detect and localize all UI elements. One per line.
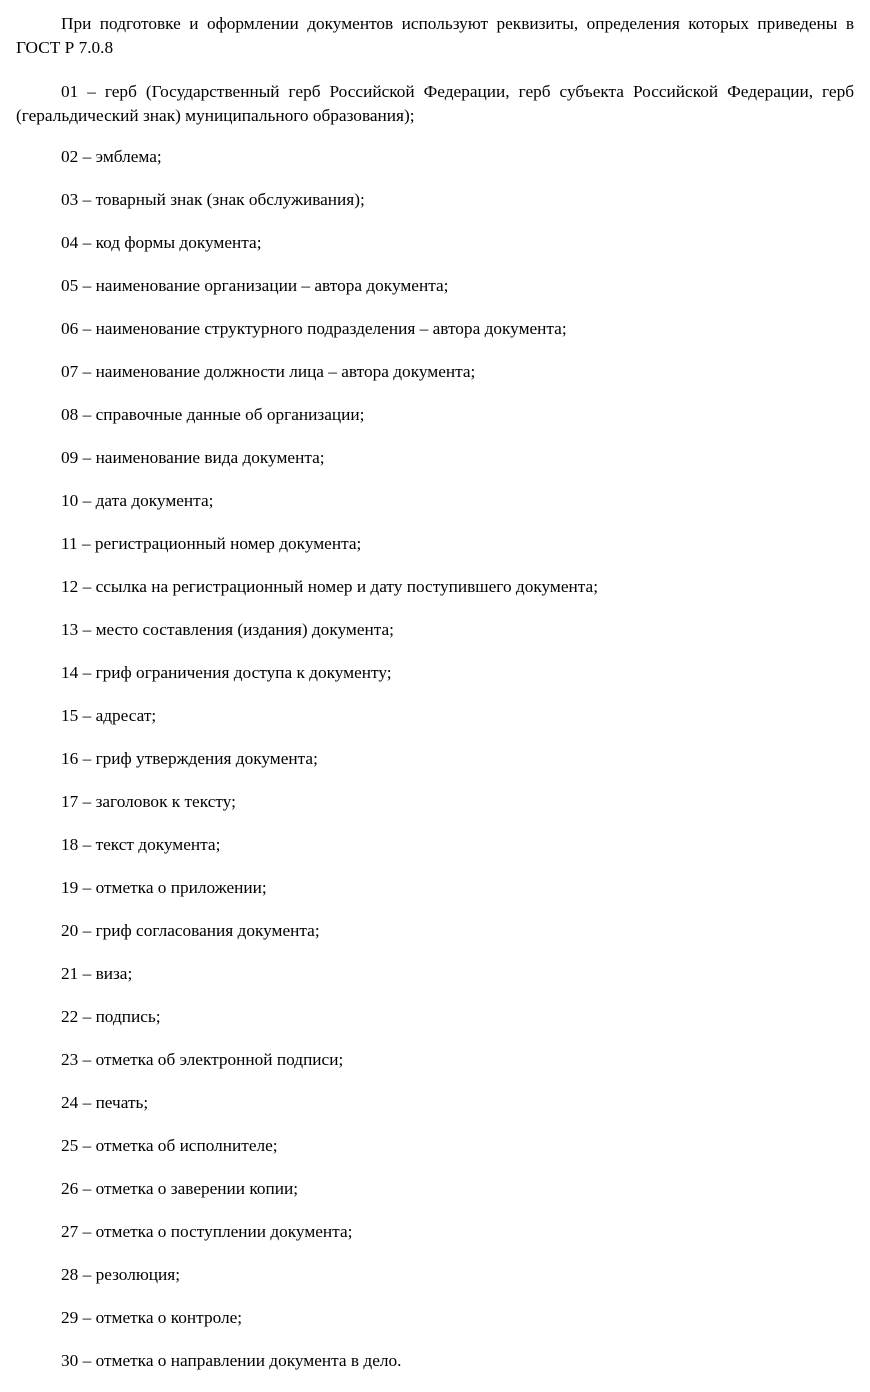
requisite-item: 28 – резолюция; (61, 1265, 181, 1284)
requisite-item: 06 – наименование структурного подразделения – автора документа; (61, 319, 567, 338)
intro-paragraph: При подготовке и оформлении документов используют реквизиты, определения которых приведены в ГОСТ Р 7.0.8 (16, 14, 854, 57)
requisite-item: 18 – текст документа; (61, 835, 221, 854)
requisite-item: 05 – наименование организации – автора документа; (61, 276, 449, 295)
requisite-item: 15 – адресат; (61, 706, 157, 725)
requisite-item: 20 – гриф согласования документа; (61, 921, 320, 940)
requisite-item: 24 – печать; (61, 1093, 149, 1112)
requisite-item: 02 – эмблема; (61, 147, 162, 166)
requisites-list (61, 145, 841, 1392)
requisite-item: 22 – подпись; (61, 1007, 161, 1026)
requisite-item: 17 – заголовок к тексту; (61, 792, 236, 811)
requisite-item: 19 – отметка о приложении; (61, 878, 267, 897)
requisite-item: 07 – наименование должности лица – автора документа; (61, 362, 476, 381)
requisite-item-01: 01 – герб (Государственный герб Российской Федерации, герб субъекта Российской Федерации, герб (геральдический знак) муниципального образования); (16, 82, 854, 125)
requisite-item: 26 – отметка о заверении копии; (61, 1179, 299, 1198)
requisite-item: 13 – место составления (издания) документа; (61, 620, 394, 639)
requisite-item: 29 – отметка о контроле; (61, 1308, 243, 1327)
requisite-item: 23 – отметка об электронной подписи; (61, 1050, 344, 1069)
requisite-item: 16 – гриф утверждения документа; (61, 749, 318, 768)
requisite-item: 21 – виза; (61, 964, 133, 983)
requisite-item: 27 – отметка о поступлении документа; (61, 1222, 353, 1241)
requisite-item: 11 – регистрационный номер документа; (61, 534, 362, 553)
requisite-item: 03 – товарный знак (знак обслуживания); (61, 190, 365, 209)
requisite-item: 14 – гриф ограничения доступа к документу; (61, 663, 392, 682)
requisite-item: 09 – наименование вида документа; (61, 448, 325, 467)
requisite-item: 25 – отметка об исполнителе; (61, 1136, 278, 1155)
requisite-item: 08 – справочные данные об организации; (61, 405, 365, 424)
requisite-item: 12 – ссылка на регистрационный номер и дату поступившего документа; (61, 577, 598, 596)
requisite-item: 30 – отметка о направлении документа в дело. (61, 1351, 402, 1370)
requisite-item: 10 – дата документа; (61, 491, 214, 510)
requisite-item: 04 – код формы документа; (61, 233, 262, 252)
